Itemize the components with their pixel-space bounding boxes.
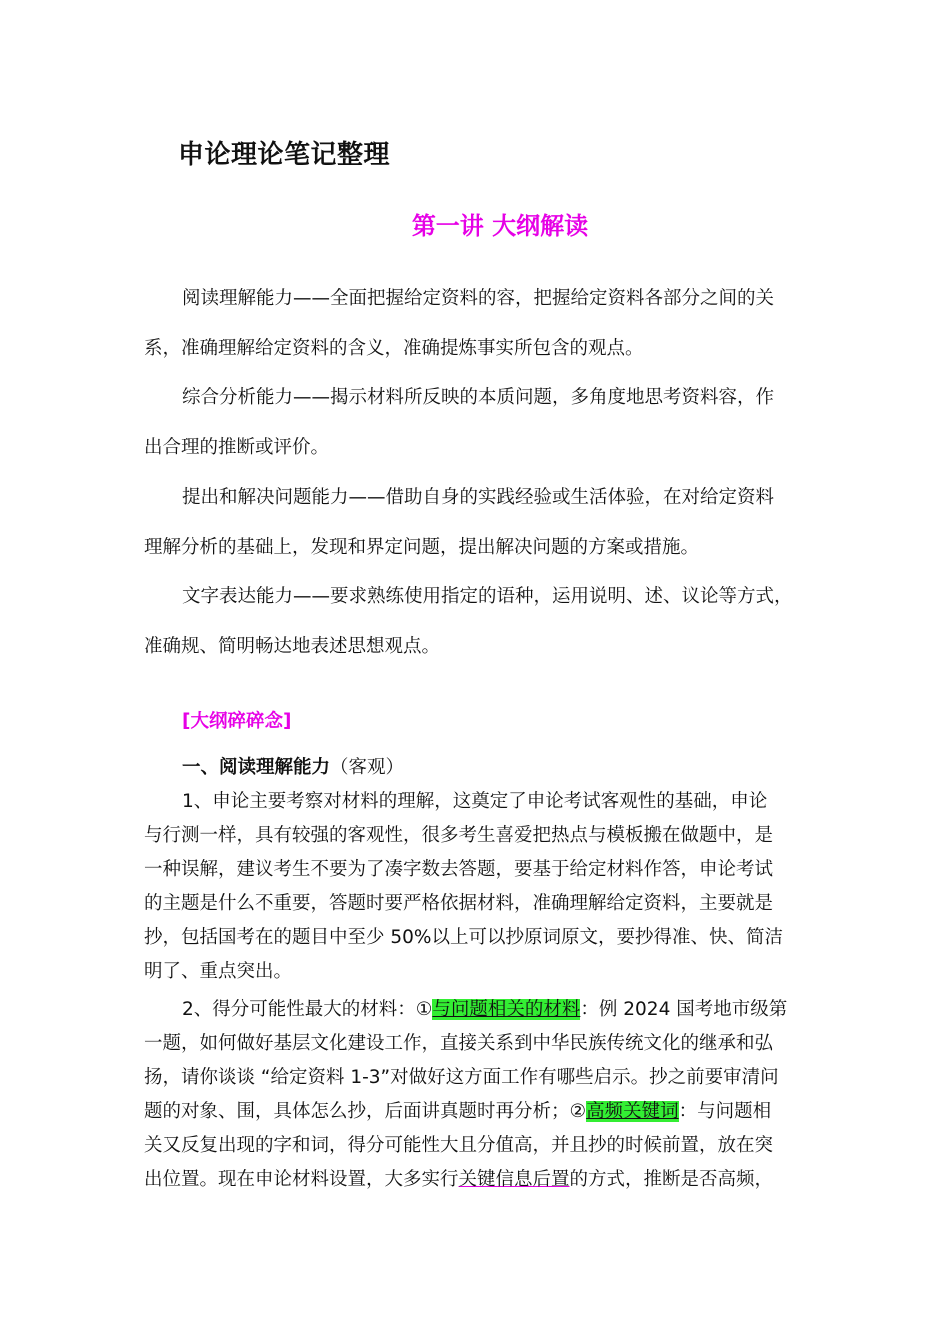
text-run: 2、得分可能性最大的材料：① bbox=[182, 999, 433, 1020]
intro-line: 综合分析能力——揭示材料所反映的本质问题，多角度地思考资料容，作 bbox=[182, 387, 775, 408]
para-line: 一题，如何做好基层文化建设工作，直接关系到中华民族传统文化的继承和弘 bbox=[144, 1033, 774, 1054]
text-run: 出位置。现在申论材料设置，大多实行 bbox=[144, 1169, 459, 1190]
document-title: 申论理论笔记整理 bbox=[178, 140, 391, 170]
para-line: 与行测一样，具有较强的客观性，很多考生喜爱把热点与模板搬在做题中，是 bbox=[144, 825, 774, 846]
para-line: 一种误解，建议考生不要为了凑字数去答题，要基于给定材料作答，申论考试 bbox=[144, 859, 774, 880]
para-line: 扬，请你谈谈 “给定资料 1-3”对做好这方面工作有哪些启示。抄之前要审清问 bbox=[144, 1067, 779, 1088]
para-line: 1、申论主要考察对材料的理解，这奠定了申论考试客观性的基础，申论 bbox=[182, 791, 768, 812]
text-run: ：与问题相 bbox=[678, 1101, 772, 1122]
para-line: 抄，包括国考在的题目中至少 50%以上可以抄原词原文，要抄得准、快、简洁 bbox=[144, 927, 784, 948]
underlined-phrase: 关键信息后置 bbox=[458, 1169, 570, 1190]
para-line: 明了、重点突出。 bbox=[144, 961, 293, 982]
intro-line: 系，准确理解给定资料的含义，准确提炼事实所包含的观点。 bbox=[144, 338, 644, 359]
subheading-note: （客观） bbox=[330, 757, 405, 778]
para-line bbox=[182, 997, 787, 1023]
intro-line: 理解分析的基础上，发现和界定问题，提出解决问题的方案或措施。 bbox=[144, 537, 700, 558]
section-heading: [大纲碎碎念] bbox=[182, 711, 292, 732]
text-run: ：例 2024 国考地市级第 bbox=[580, 999, 788, 1020]
text-run: 的方式，推断是否高频， bbox=[569, 1169, 774, 1190]
para-line bbox=[144, 1167, 773, 1193]
para-line: 的主题是什么不重要，答题时要严格依据材料，准确理解给定资料，主要就是 bbox=[144, 893, 774, 914]
intro-line: 提出和解决问题能力——借助自身的实践经验或生活体验，在对给定资料 bbox=[182, 487, 775, 508]
para-line bbox=[144, 1099, 771, 1125]
intro-line: 准确规、简明畅达地表述思想观点。 bbox=[144, 636, 441, 657]
intro-line: 出合理的推断或评价。 bbox=[144, 437, 330, 458]
highlighted-phrase: 与问题相关的材料 bbox=[432, 999, 581, 1020]
subheading bbox=[182, 753, 404, 779]
intro-line: 阅读理解能力——全面把握给定资料的容，把握给定资料各部分之间的关 bbox=[182, 288, 775, 309]
highlighted-phrase: 高频关键词 bbox=[586, 1101, 679, 1122]
intro-line: 文字表达能力——要求熟练使用指定的语种，运用说明、述、议论等方式， bbox=[182, 586, 793, 607]
subheading-bold: 一、阅读理解能力 bbox=[182, 757, 331, 778]
text-run: 题的对象、围，具体怎么抄，后面讲真题时再分析；② bbox=[144, 1101, 587, 1122]
para-line: 关又反复出现的字和词，得分可能性大且分值高，并且抄的时候前置，放在突 bbox=[144, 1135, 774, 1156]
lecture-title: 第一讲 大纲解读 bbox=[411, 212, 589, 240]
